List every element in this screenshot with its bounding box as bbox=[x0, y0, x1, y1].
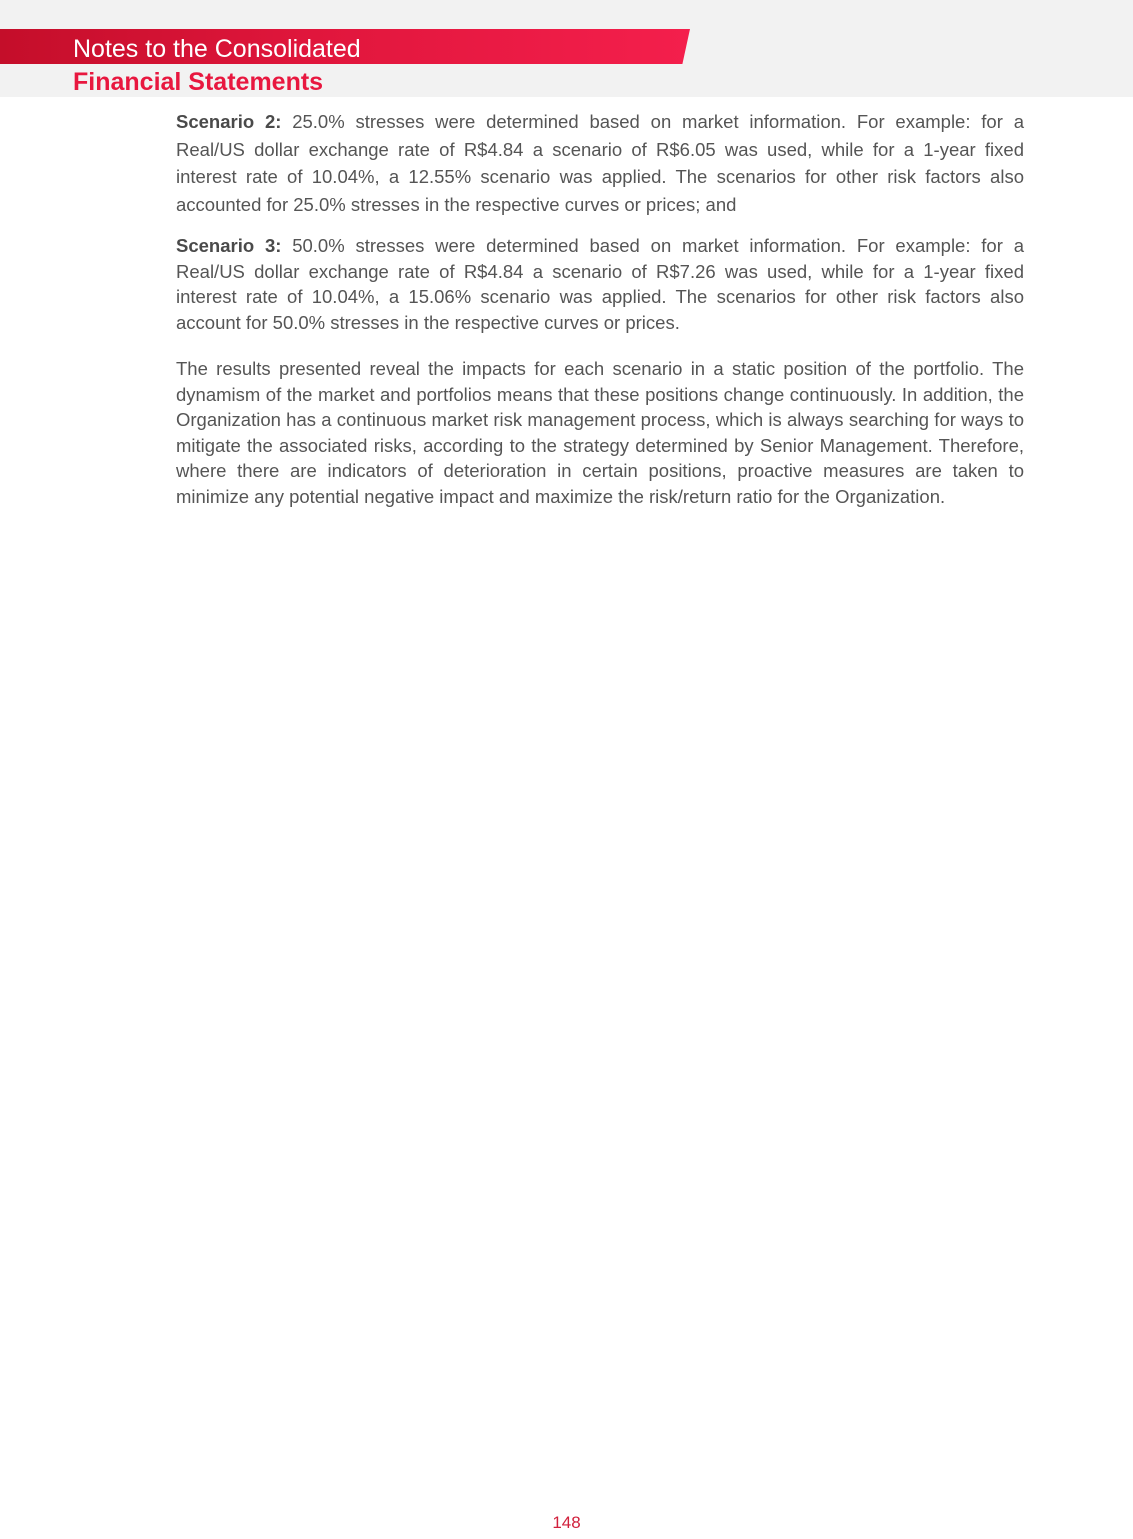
section-title: Notes to the Consolidated bbox=[73, 35, 361, 63]
scenario-2-text: 25.0% stresses were determined based on market information. For example: for a Real/US dollar exchange rate of R$4.84 a scenario of R$6.05 was used, while for a 1-year fixed interest rate of 10.04%, a 12.55% scenario was applied. The scenarios for other risk factors also accounted for 25.0% stresses in the respective curves or prices; and bbox=[176, 111, 1024, 215]
main-content bbox=[176, 108, 1024, 509]
scenario-2-paragraph bbox=[176, 108, 1024, 218]
page-number: 148 bbox=[552, 1513, 581, 1532]
section-subtitle: Financial Statements bbox=[73, 68, 324, 96]
scenario-3-text: 50.0% stresses were determined based on market information. For example: for a Real/US dollar exchange rate of R$4.84 a scenario of R$7.26 was used, while for a 1-year fixed interest rate of 10.04%, a 15.06% scenario was applied. The scenarios for other risk factors also account for 50.0% stresses in the respective curves or prices. bbox=[176, 235, 1024, 333]
scenario-3-label: Scenario 3: bbox=[176, 235, 282, 256]
scenario-2-label: Scenario 2: bbox=[176, 111, 282, 132]
scenario-3-paragraph bbox=[176, 233, 1024, 335]
results-paragraph: The results presented reveal the impacts for each scenario in a static position of the portfolio. The dynamism of the market and portfolios means that these positions change continuously. In addition, the Organization has a continuous market risk management process, which is always searching for ways to mitigate the associated risks, according to the strategy determined by Senior Management. Therefore, where there are indicators of deterioration in certain positions, proactive measures are taken to minimize any potential negative impact and maximize the risk/return ratio for the Organization. bbox=[176, 358, 1024, 507]
